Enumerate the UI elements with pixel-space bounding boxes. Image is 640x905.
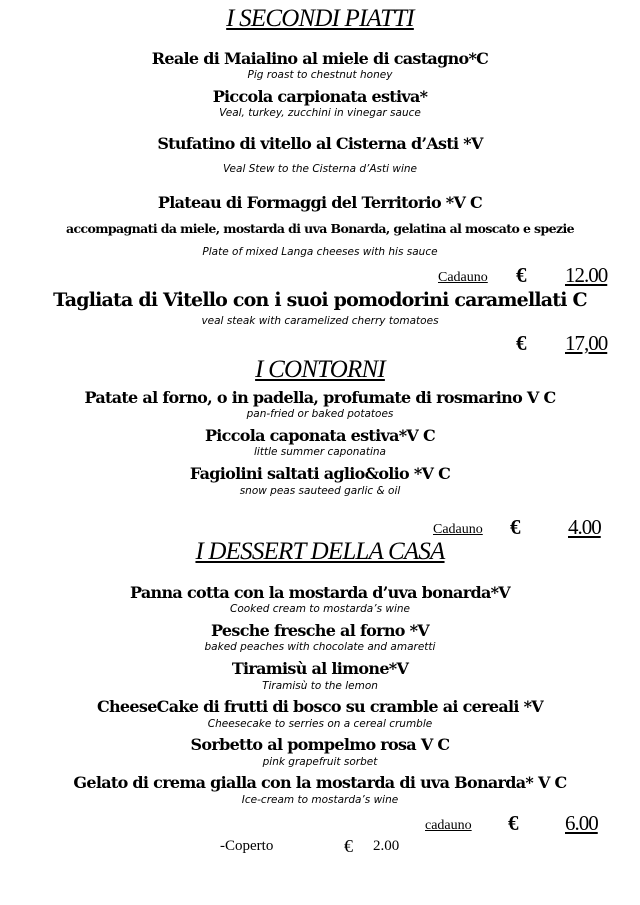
dish-name: Pesche fresche al forno *V [211,621,429,640]
price-label: Cadauno [433,522,483,537]
dish-name: Gelato di crema gialla con la mostarda di uva Bonarda* V C [73,773,567,792]
dish-description: Pig roast to chestnut honey [247,69,393,81]
dish-description: Veal Stew to the Cisterna d’Asti wine [222,163,418,175]
price-amount: 4.00 [568,515,601,539]
dish-description: Cheesecake to serries on a cereal crumble [207,718,433,730]
dish-description: snow peas sauteed garlic & oil [239,485,401,497]
currency-symbol: € [508,811,519,835]
price-row [0,262,640,286]
dish-description: veal steak with caramelized cherry tomatoes [201,315,439,327]
dish-accompaniment: accompagnati da miele, mostarda di uva Bonarda, gelatina al moscato e spezie [66,221,574,236]
dish-name: Plateau di Formaggi del Territorio *V C [157,193,483,212]
section-title-dessert: I DESSERT DELLA CASA [195,538,445,565]
coperto-label: -Coperto [220,838,274,854]
dish-name: Panna cotta con la mostarda d’uva bonarda*V [129,583,510,602]
price-amount: 6.00 [565,811,598,835]
price-label: Cadauno [438,270,488,285]
currency-symbol: € [510,515,521,539]
dish-name: Sorbetto al pompelmo rosa V C [190,735,450,754]
price-amount: 12.00 [565,263,608,287]
coperto-amount: 2.00 [373,838,400,854]
dish-name: Piccola caponata estiva*V C [204,426,436,445]
dish-description: little summer caponatina [254,446,386,458]
dish-description: Veal, turkey, zucchini in vinegar sauce [219,107,421,119]
dish-description: baked peaches with chocolate and amaretti [204,641,436,653]
dish-name: Stufatino di vitello al Cisterna d’Asti *V [157,134,483,153]
price-row [0,330,640,354]
dish-name: Piccola carpionata estiva* [212,87,428,106]
dish-name: Tagliata di Vitello con i suoi pomodorini caramellati C [53,289,587,311]
dish-description: pink grapefruit sorbet [262,756,378,768]
dish-description: Cooked cream to mostarda’s wine [229,603,410,615]
dish-name: Reale di Maialino al miele di castagno*C [151,49,489,68]
currency-symbol: € [516,331,527,355]
currency-symbol: € [516,263,527,287]
dish-name: Patate al forno, o in padella, profumate di rosmarino V C [84,388,556,407]
price-amount: 17,00 [565,331,608,355]
dish-description: pan-fried or baked potatoes [246,408,394,420]
dish-description: Plate of mixed Langa cheeses with his sauce [202,246,438,258]
dish-name: CheeseCake di frutti di bosco su cramble ai cereali *V [96,697,544,716]
price-label: cadauno [425,818,472,833]
price-row [0,514,640,538]
dish-name: Tiramisù al limone*V [231,659,409,678]
dish-name: Fagiolini saltati aglio&olio *V C [189,464,451,483]
dish-description: Ice-cream to mostarda’s wine [241,794,399,806]
section-title-contorni: I CONTORNI [255,356,385,383]
price-row [0,810,640,834]
section-title-secondi: I SECONDI PIATTI [226,5,414,32]
dish-description: Tiramisù to the lemon [262,680,378,692]
coperto-currency: € [344,836,353,856]
